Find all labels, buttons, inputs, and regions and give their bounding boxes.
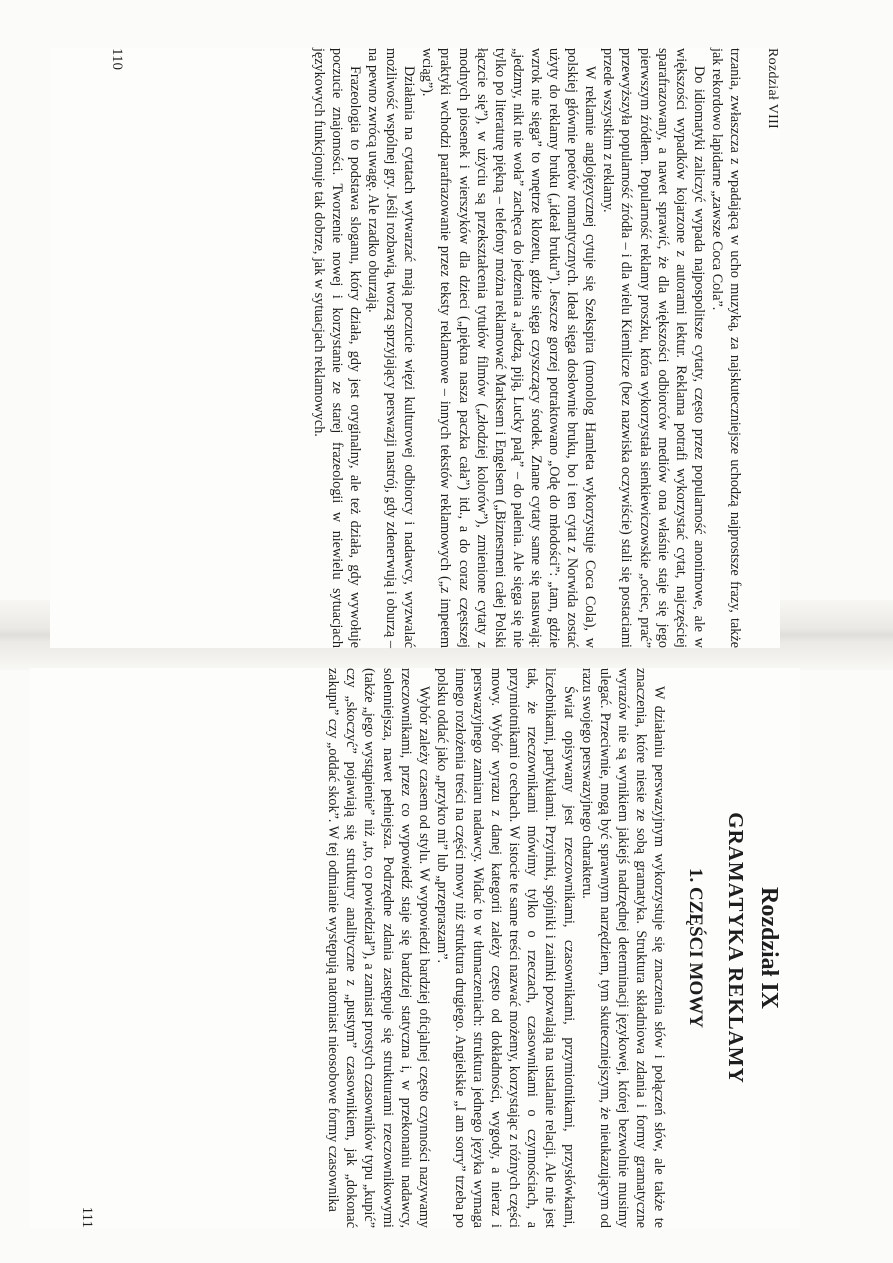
right-page-body [324, 668, 668, 1228]
page-number: 110 [109, 48, 125, 70]
paragraph: Do idiomatyki zaliczyć wypada najpospolitsze cytaty, często przez popularność anonimowe, ale w większości wypadków kojarzone z autorami lektur. Reklama potrafi wykorzystać cytat, najczęściej sparafrazowany, a nawet sprawić, że dla większości odbiorców mediów ona właśnie staje się jego pierwszym źródłem. Popularność reklamy proszku, która wykorzystała sienkiewiczowskie „ociec, prać” przewyższyła popularność źródła – i dla wielu Kiemlicze (bez nazwiska oczywiście) stali się postaciami przede wszystkim z reklamy. [600, 48, 707, 648]
page-number: 111 [79, 1206, 95, 1228]
left-page [50, 48, 780, 648]
section-title: 1. CZĘŚCI MOWY [685, 868, 706, 1028]
paragraph: Świat opisywany jest rzeczownikami, czasownikami, przymiotnikami, przysłówkami, liczebnikami, partykułami. Przyimki, spójniki i zaimki pozwalają na ustalanie relacji. Ale nie jest tak, że rzeczownikami mówimy tylko o rzeczach, czasownikami o czynnościach, a przymiotnikami o cechach. W istocie te same treści nazwać możemy, korzystając z różnych części mowy. Wybór wyrazu z danej kategorii zależy często od dokładności, wygody, a nieraz i perswazyjnego zamiaru nadawcy. Widać to w tłumaczeniach: struktura jednego języka wymaga innego rozłożenia treści na części mowy niż struktura drugiego. Angielskie „I am sorry” trzeba po polsku oddać jako „przykro mi” lub „przepraszam”. [433, 668, 577, 1228]
paragraph: Działania na cytatach wytwarzać mają poczucie więzi kulturowej odbiorcy i nadawcy, wyzwalać możliwość wspólnej gry. Jeśli rozbawią, tworzą sprzyjający perswazji nastrój, gdy zdenerwują i oburzą – na pewno zwrócą uwagę. Ale rzadko oburzają. [365, 48, 418, 648]
paragraph: W działaniu perswazyjnym wykorzystuje się znaczenia słów i połączeń słów, ale także te znaczenia, które niesie ze sobą gramatyka. Struktura składniowa zdania i formy gramatyczne wyrazów nie są wynikiem jakiejś nadrzędnej determinacji językowej, której bezwolnie musimy ulegać. Przeciwnie, mogą być sprawnym narzędziem, tym skuteczniejszym, że nieukazującym od razu swojego perswazyjnego charakteru. [578, 668, 667, 1228]
paragraph: trzania, zwłaszcza z wpadającą w ucho muzyką, za najskuteczniejsze uchodzą najprostsze frazy, także jak rekordowo lapidarne „zawsze Coca Cola”. [708, 48, 743, 648]
right-page [30, 668, 800, 1228]
paragraph: W reklamie anglojęzycznej cytuje się Szekspira (monolog Hamleta wykorzystuje Coca Cola), w polskiej głównie poetów romantycznych. Ideał sięga dosłownie bruku, bo i ten cytat z Norwida zostać użyty do reklamy bruku („ideał bruku”). Jeszcze gorzej potraktowano „Odę do młodości”: „tam, gdzie wzrok nie sięga” to wnętrze klozetu, gdzie sięga czyszczący środek. Znane cytaty same się nasuwają: „jedzmy, nikt nie woła” zachęca do jedzenia a „jedzą, piją, Lucky palą” – do palenia. Ale sięga się nie tylko po literaturę piękną – telefony można reklamować Marksem i Engelsem („Biznesmeni całej Polski łączcie się”), w użyciu są przekształcenia tytułów filmów („złodziej kolorów”), zmienione cytaty z modnych piosenek i wierszyków dla dzieci („piękna nasza paczka cała”) itd., a do coraz częstszej praktyki wchodzi parafrazowanie przez teksty reklamowe – innych tekstów reklamowych („z impetem wciąg”). [419, 48, 599, 648]
chapter-title: GRAMATYKA REKLAMY [724, 812, 748, 1084]
running-head: Rozdział VIII [765, 48, 780, 130]
chapter-number: Rozdział IX [756, 887, 782, 1009]
paragraph: Wybór zależy czasem od stylu. W wypowiedzi bardziej oficjalnej często czynności nazywamy rzeczownikami, przez co wypowiedź staje się bardziej statyczna i, w przekonaniu nadawcy, solenniejsza, nawet pełniejsza. Podrzędne zdania zastępuje się strukturami rzeczownikowymi (także „jego wystąpienie” niż „to, co powiedział”), a zamiast prostych czasowników typu „kupić” czy „skoczyć” pojawiają się struktury analityczne z „pustym” czasownikiem, jak „dokonać zakupu” czy „oddać skok”. W tej odmianie występują natomiast nieosobowe formy czasownika [325, 668, 432, 1228]
left-page-body [310, 48, 744, 648]
paragraph: Frazeologia to podstawa sloganu, który działa, gdy jest oryginalny, ale też działa, gdy wywołuje poczucie znajomości. Tworzenie nowej i korzystanie ze starej frazeologii w niewielu sytuacjach językowych funkcjonuje tak dobrze, jak w sytuacjach reklamowych. [310, 48, 364, 648]
